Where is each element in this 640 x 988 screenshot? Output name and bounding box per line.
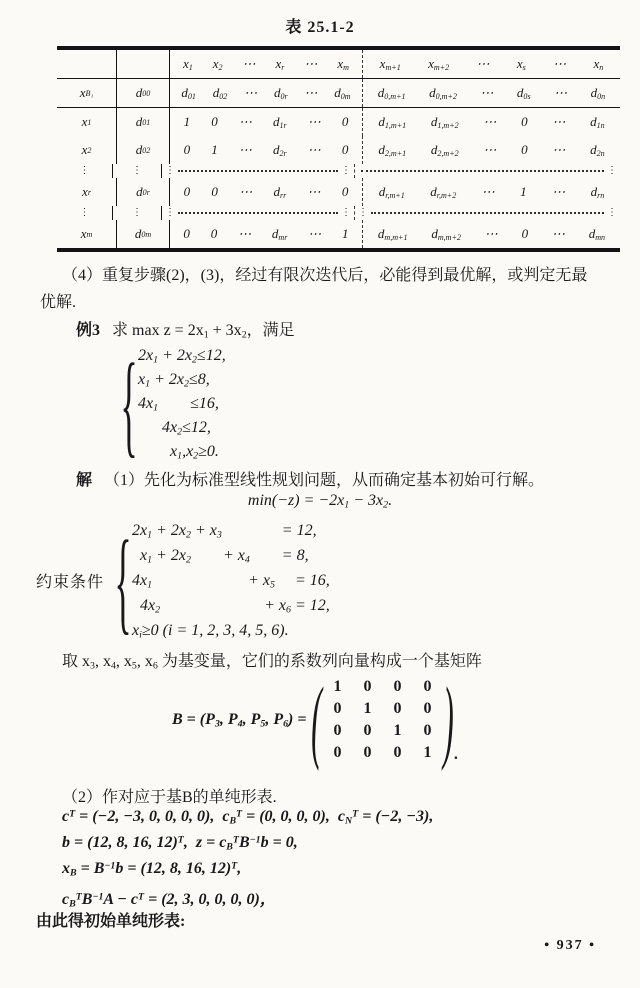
subheader-right-cells [363,79,620,107]
table-entry: $d_{mn}$ [588,226,606,242]
table-entry: $d_{1,m+1}$ [378,114,407,130]
equation-line-c: $c^T = (-2$, −3, 0, 0, 0, 0), $c_B^T = (0$, 0, 0, 0), $c_N^T = (-2$, −3), [62,808,434,827]
ellipsis: ⋯ [239,184,253,199]
dotted-divider: ⋮ [355,164,620,178]
ellipsis: ⋯ [553,56,567,71]
equation-line-xb: $x_B = B^{-1}b = (12$, 8, 16, 12)$^T$, [62,860,242,879]
ellipsis: ⋯ [304,56,318,71]
basis-variable-header: x B₁ [57,79,117,107]
col-header: $x_n$ [593,56,604,72]
table-row-xr [57,178,620,206]
table-entry: $d_{1r}$ [272,114,287,130]
table-row-x2 [57,136,620,164]
example3-heading [76,317,640,340]
dotted-divider: ⋮ ⋮ [162,206,355,220]
equation-line: $x_1 + 2x_2$ + $x_4$ = 8, [132,547,309,566]
ellipsis: ⋯ [308,226,322,241]
table-entry: $d_{02}$ [212,85,228,101]
col-header: $x_{m+2}$ [428,56,450,72]
equation-line-b: b = (12, 8, 16, 12)$^T$, $z = c_B^TB^{-1}b = 0$, [62,834,298,853]
table-entry: 1 [211,142,218,157]
table-entry: $d_{mr}$ [271,226,288,242]
ellipsis: ⋯ [244,85,258,100]
table-entry: 0 [521,226,529,241]
basis-matrix-equation [172,666,459,771]
table-entry: 0 [341,114,349,129]
solution-label: 解 [76,472,93,489]
matrix-row: 1 0 0 0 [333,678,441,695]
right-matrix-cells [363,136,620,164]
table-entry: $d_{0,m+1}$ [377,85,406,101]
vertical-dots: ⋮ [113,164,162,178]
col-header: $x_2$ [212,56,223,72]
table-subheader-row [57,79,620,108]
constraints-label: 约束条件 [36,574,105,591]
ellipsis: ⋯ [238,142,252,157]
table-entry: $d_{m,m+2}$ [431,226,461,242]
left-paren-icon: ( [311,666,322,771]
empty-header-cell [57,50,117,78]
ellipsis: ⋯ [242,56,256,71]
d00-cell: d 00 [117,79,170,107]
matrix-lhs: $B = (P_3$, $P_4$, $P_5$, $P_6$) = [172,710,311,730]
paragraph-step4-line2: 优解. [40,294,77,311]
example3-label: 例3 [76,322,101,339]
table-entry: $d_{2,m+1}$ [378,142,407,158]
equation-line: $x_i\ge 0$ (i = 1, 2, 3, 4, 5, 6). [132,622,289,641]
table-entry: 0 [211,184,218,199]
ellipsis: ⋯ [307,184,321,199]
left-matrix-cells [170,178,363,206]
solution-step1-line [76,467,640,490]
step2-line: （2）作对应于基B的单纯形表. [62,789,277,806]
ellipsis: ⋯ [238,114,252,129]
ellipsis: ⋯ [552,184,566,199]
table-entry: $d_{0n}$ [590,85,606,101]
page-number: • 937 • [544,938,596,953]
dotted-divider: ⋮ ⋮ [358,207,617,218]
constraint-system-standard [36,518,330,643]
table-entry: $d_{rr}$ [273,184,287,200]
table-entry: 0 [341,184,349,199]
system1-lines [138,344,226,464]
table-entry: $d_{1n}$ [590,114,605,130]
equation-line: $4x_1$ ≤16, [138,395,219,414]
dots-row [57,206,620,220]
table-entry: 1 [342,226,349,241]
equation-line-reduced-costs: $c_B^TB^{-1}A - c^T = (2$, 3, 0, 0, 0, 0)， [62,891,276,910]
table-entry: 0 [210,226,218,241]
table-entry: $d_{1,m+2}$ [430,114,459,130]
basis-variable-cell: x 2 [57,136,117,164]
table-row-x1 [57,108,620,136]
table-header-row [57,50,620,79]
right-paren-icon: ) [443,666,454,771]
left-matrix-cells [170,108,363,136]
ellipsis: ⋯ [484,226,498,241]
right-matrix-cells [363,108,620,136]
col-header: $x_r$ [275,56,285,72]
equation-line: $4x_2\le 12$, [138,419,211,438]
empty-header-cell [117,50,170,78]
matrix-row: 0 1 0 0 [333,700,441,717]
ellipsis: ⋯ [480,85,494,100]
basis-sentence: 取 $x_3$, $x_4$, $x_5$, $x_6$ 为基变量，它们的系数列向量构成一个基矩阵 [62,653,482,672]
d-value-cell: d 02 [117,136,170,164]
paragraph-step4-line1: （4）重复步骤(2)，(3)，经过有限次迭代后，必能得到最优解，或判定无最 [62,267,588,284]
ellipsis: ⋯ [304,85,318,100]
ellipsis: ⋯ [483,114,497,129]
d-value-cell: d 01 [117,108,170,136]
equation-line: $4x_2$ + $x_6 = 12$, [132,597,330,616]
table-entry: $d_{r,m+2}$ [430,184,457,200]
ellipsis: ⋯ [552,142,566,157]
d-value-cell: d 0m [117,220,170,248]
matrix-row: 0 0 1 0 [333,722,441,739]
header-right-variables [363,50,620,78]
table-row-xm [57,220,620,248]
table-entry: 0 [183,226,190,241]
table-entry: 0 [341,142,349,157]
example3-text: 求 $\max z = 2x_1 + 3x_2$，满足 [112,322,295,341]
subheader-left-cells [170,79,363,107]
equation-line: $4x_1$ + $x_5$ = 16, [132,572,330,591]
basis-variable-cell: x r [57,178,117,206]
solution-text: （1）先化为标准型线性规划问题，从而确定基本初始可行解。 [104,472,545,489]
table-entry: $d_{m,m+1}$ [377,226,408,242]
col-header: $x_s$ [516,56,526,72]
ellipsis: ⋯ [307,114,321,129]
table-entry: 0 [183,184,191,199]
table-entry: $d_{rn}$ [590,184,605,200]
table-entry: $d_{0m}$ [334,85,351,101]
vertical-dots: ⋮ [57,164,113,178]
table-entry: $d_{0,m+2}$ [429,85,457,101]
header-left-variables [170,50,363,78]
constraint-system-example [120,340,226,468]
objective-line: $\min(-z) = -2x_1 - 3x_2$. [247,492,393,511]
table-entry: 0 [521,114,528,129]
ellipsis: ⋯ [552,114,566,129]
equation-line: $2x_1 + 2x_2 + x_3$ = 12, [132,522,317,541]
table-entry: $d_{0s}$ [516,85,531,101]
table-entry: 0 [211,114,218,129]
identity-matrix [325,676,441,764]
ellipsis: ⋯ [238,226,252,241]
table-entry: $d_{0r}$ [273,85,288,101]
table-entry: $d_{01}$ [181,85,196,101]
ellipsis: ⋯ [554,85,568,100]
table-entry: 0 [183,142,191,157]
left-matrix-cells [170,220,363,248]
matrix-row: 0 0 0 1 [333,744,441,761]
basis-variable-cell: x m [57,220,117,248]
ellipsis: ⋯ [307,142,321,157]
col-header: $x_{m+1}$ [379,56,401,72]
left-matrix-cells [170,136,363,164]
table-entry: $d_{r,m+1}$ [378,184,405,200]
table-entry: 0 [521,142,528,157]
ellipsis: ⋯ [551,226,565,241]
ellipsis: ⋯ [483,142,497,157]
left-brace-icon: { [114,516,132,645]
right-matrix-cells [363,178,620,206]
table-entry: $d_{2,m+2}$ [430,142,459,158]
dotted-divider: ⋮ ⋮ [162,164,355,178]
table-entry: $d_{2n}$ [590,142,605,158]
equation-line: $x_1 + 2x_2\le 8$, [138,371,210,390]
system2-lines [132,518,330,643]
table-entry: $d_{2r}$ [272,142,287,158]
col-header: $x_1$ [182,56,193,72]
simplex-table [57,46,620,252]
dots-row [57,164,620,178]
basis-variable-cell: x 1 [57,108,117,136]
left-brace-icon: { [120,340,138,468]
right-matrix-cells [363,220,620,248]
equation-line: $x_1,x_2\ge 0$. [138,443,219,462]
table-entry: 1 [520,184,527,199]
equation-line: $2x_1 + 2x_2\le 12$, [138,347,226,366]
table-entry: 1 [183,114,191,129]
closing-line: 由此得初始单纯形表: [36,913,186,930]
vertical-dots: ⋮ [113,206,162,220]
matrix-period: . [454,746,459,763]
vertical-dots: ⋮ [57,206,113,220]
ellipsis: ⋯ [481,184,495,199]
ellipsis: ⋯ [476,56,490,71]
d-value-cell: d 0r [117,178,170,206]
table-title: 表 25.1-2 [285,19,355,36]
col-header: $x_m$ [337,56,349,72]
